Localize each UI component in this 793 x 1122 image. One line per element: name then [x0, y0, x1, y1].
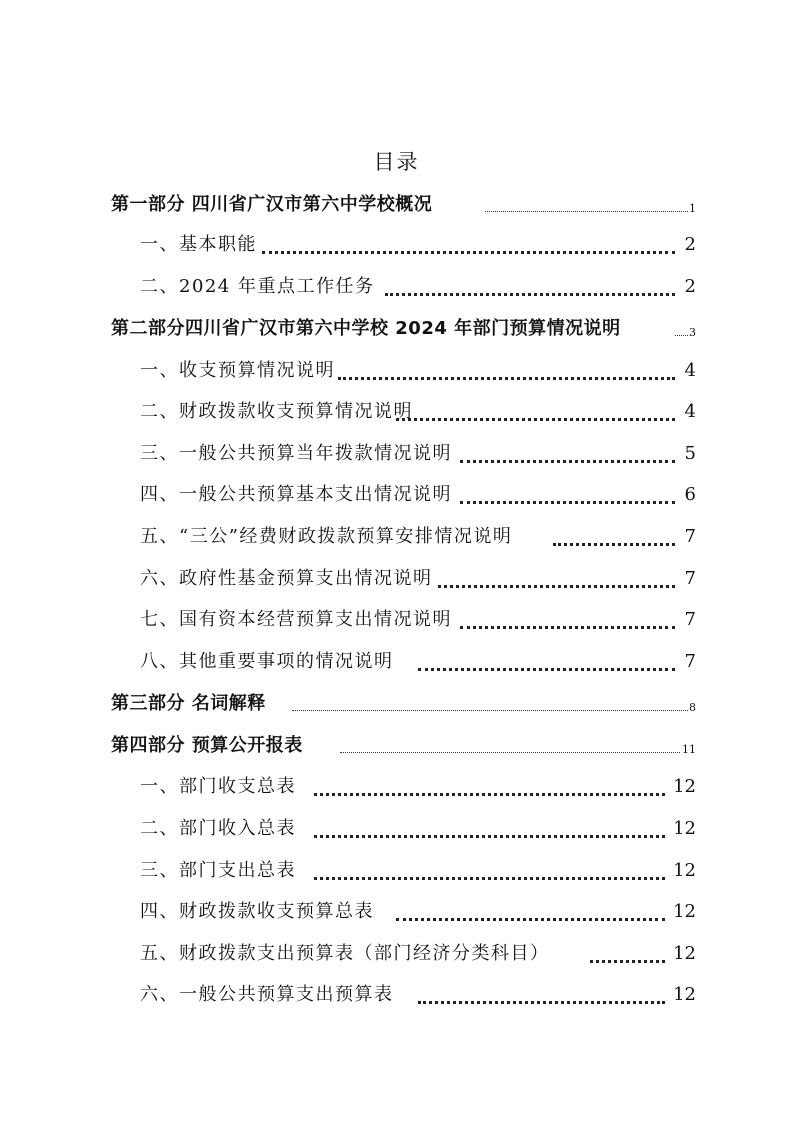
- toc-title: 目录: [373, 150, 420, 174]
- toc-leader-dots: [590, 949, 665, 963]
- toc-entry-label: 五、“三公”经费财政拨款预算安排情况说明: [140, 526, 513, 547]
- toc-entry[interactable]: [0, 439, 793, 469]
- toc-entry-label: 二、部门收入总表: [140, 818, 296, 839]
- toc-leader-dots: [314, 866, 665, 880]
- toc-entry-page: 12: [673, 943, 696, 964]
- toc-leader-dots: [396, 907, 665, 921]
- toc-entry[interactable]: [0, 272, 793, 302]
- toc-leader-dots: [314, 782, 665, 796]
- toc-entry[interactable]: [0, 314, 793, 344]
- toc-entry[interactable]: [0, 897, 793, 927]
- toc-entry[interactable]: [0, 356, 793, 386]
- toc-entry-label: 三、部门支出总表: [140, 860, 296, 881]
- toc-leader-dots: [553, 532, 675, 546]
- toc-leader-dots: [460, 615, 675, 629]
- toc-entry-label: 一、部门收支总表: [140, 776, 296, 797]
- toc-entry[interactable]: [0, 939, 793, 969]
- toc-entry[interactable]: [0, 564, 793, 594]
- toc-leader-dots: [292, 698, 688, 711]
- toc-leader-dots: [438, 574, 675, 588]
- toc-entry-page: 12: [673, 901, 696, 922]
- toc-entry-page: 4: [684, 401, 696, 422]
- toc-entry-page: 12: [673, 860, 696, 881]
- toc-entry-page: 7: [684, 651, 696, 672]
- toc-entry[interactable]: [0, 605, 793, 635]
- toc-entry-label: 二、财政拨款收支预算情况说明: [140, 401, 413, 422]
- toc-entry-page: 12: [673, 818, 696, 839]
- toc-entry[interactable]: [0, 731, 793, 761]
- toc-entry-page: 1: [689, 202, 696, 215]
- toc-entry[interactable]: [0, 190, 793, 220]
- toc-entry-label: 一、基本职能: [140, 234, 257, 255]
- toc-entry-page: 7: [684, 609, 696, 630]
- toc-entry-page: 3: [689, 326, 696, 339]
- toc-entry[interactable]: [0, 230, 793, 260]
- toc-leader-dots: [460, 490, 675, 504]
- toc-entry-page: 7: [684, 526, 696, 547]
- toc-entry-label: 第一部分 四川省广汉市第六中学校概况: [111, 194, 433, 215]
- toc-entry-page: 5: [684, 443, 696, 464]
- toc-entry-label: 六、一般公共预算支出预算表: [140, 984, 394, 1005]
- toc-entry-page: 8: [689, 701, 696, 714]
- toc-leader-dots: [675, 323, 688, 336]
- toc-leader-dots: [314, 824, 665, 838]
- toc-entry-page: 12: [673, 984, 696, 1005]
- toc-entry[interactable]: [0, 980, 793, 1010]
- toc-leader-dots: [418, 990, 665, 1004]
- toc-entry[interactable]: [0, 647, 793, 677]
- toc-entry-page: 2: [684, 276, 696, 297]
- toc-entry-label: 三、一般公共预算当年拨款情况说明: [140, 443, 452, 464]
- toc-entry-label: 第四部分 预算公开报表: [111, 735, 303, 756]
- toc-entry-label: 四、一般公共预算基本支出情况说明: [140, 484, 452, 505]
- toc-leader-dots: [460, 449, 675, 463]
- toc-entry-page: 7: [684, 568, 696, 589]
- toc-entry-label: 第三部分 名词解释: [111, 693, 266, 714]
- toc-entry-label: 八、其他重要事项的情况说明: [140, 651, 394, 672]
- toc-entry-page: 6: [684, 484, 696, 505]
- toc-leader-dots: [340, 740, 680, 753]
- toc-leader-dots: [485, 199, 688, 212]
- toc-entry-page: 2: [684, 234, 696, 255]
- toc-entry-label: 第二部分四川省广汉市第六中学校 2024 年部门预算情况说明: [111, 318, 621, 339]
- toc-entry[interactable]: [0, 856, 793, 886]
- toc-leader-dots: [396, 407, 675, 421]
- toc-entry-label: 一、收支预算情况说明: [140, 360, 335, 381]
- toc-entry-label: 二、2024 年重点工作任务: [140, 276, 375, 297]
- toc-entry-label: 七、国有资本经营预算支出情况说明: [140, 609, 452, 630]
- toc-entry-page: 4: [684, 360, 696, 381]
- toc-entry[interactable]: [0, 814, 793, 844]
- toc-leader-dots: [338, 366, 675, 380]
- toc-entry-label: 五、财政拨款支出预算表（部门经济分类科目）: [140, 943, 550, 964]
- toc-leader-dots: [262, 240, 675, 254]
- toc-entry-page: 11: [682, 743, 696, 756]
- toc-entry-label: 六、政府性基金预算支出情况说明: [140, 568, 433, 589]
- toc-leader-dots: [385, 282, 675, 296]
- toc-leader-dots: [418, 657, 675, 671]
- toc-entry[interactable]: [0, 397, 793, 427]
- toc-entry[interactable]: [0, 480, 793, 510]
- toc-entry-page: 12: [673, 776, 696, 797]
- toc-entry[interactable]: [0, 689, 793, 719]
- toc-entry[interactable]: [0, 522, 793, 552]
- toc-entry-label: 四、财政拨款收支预算总表: [140, 901, 374, 922]
- toc-entry[interactable]: [0, 772, 793, 802]
